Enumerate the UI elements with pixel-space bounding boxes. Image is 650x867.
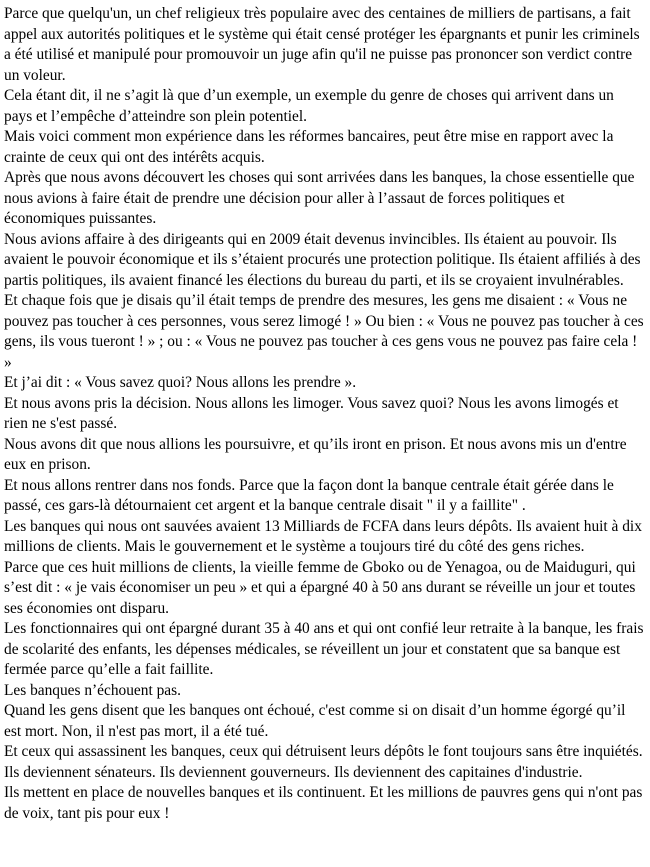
paragraph: Parce que ces huit millions de clients, la vieille femme de Gboko ou de Yenagoa, ou de Maiduguri, qui s’est dit : « je vais économiser un peu » et qui a épargné 40 à 50 ans durant se réveille un jour et toutes ses économies ont disparu.	[4, 558, 636, 617]
paragraph: Nous avons dit que nous allions les poursuivre, et qu’ils iront en prison. Et nous avons mis un d'entre eux en prison.	[4, 435, 627, 473]
paragraph: Quand les gens disent que les banques ont échoué, c'est comme si on disait d’un homme égorgé qu’il est mort. Non, il n'est pas mort, il a été tué.	[4, 702, 626, 740]
paragraph: Et ceux qui assassinent les banques, ceux qui détruisent leurs dépôts le font toujours sans être inquiétés. Ils deviennent sénateurs. Ils deviennent gouverneurs. Ils deviennent des capitaines d'industrie.	[4, 743, 643, 781]
paragraph: Les banques n’échouent pas.	[4, 681, 181, 699]
paragraph: Et chaque fois que je disais qu’il était temps de prendre des mesures, les gens me disaient : « Vous ne pouvez pas toucher à ces personnes, vous serez limogé ! » Ou bien : « Vous ne pouvez pas toucher à ces gens, ils vous tueront ! » ; ou : « Vous ne pouvez pas toucher à ces gens vous ne pouvez pas faire cela ! »	[4, 292, 644, 371]
paragraph: Après que nous avons découvert les choses qui sont arrivées dans les banques, la chose essentielle que nous avions à faire était de prendre une décision pour aller à l’assaut de forces politiques et économiques puissantes.	[4, 169, 635, 227]
paragraph: Les fonctionnaires qui ont épargné durant 35 à 40 ans et qui ont confié leur retraite à la banque, les frais de scolarité des enfants, les dépenses médicales, se réveillent un jour et constatent que sa banque est fermée parce qu’elle a fait faillite.	[4, 620, 644, 678]
paragraph: Cela étant dit, il ne s’agit là que d’un exemple, un exemple du genre de choses qui arrivent dans un pays et l’empêche d’atteindre son plein potentiel.	[4, 87, 614, 125]
paragraph: Ils mettent en place de nouvelles banques et ils continuent. Et les millions de pauvres gens qui n'ont pas de voix, tant pis pour eux !	[4, 784, 643, 822]
paragraph: Et j’ai dit : « Vous savez quoi? Nous allons les prendre ».	[4, 374, 357, 391]
paragraph: Et nous avons pris la décision. Nous allons les limoger. Vous savez quoi? Nous les avons limogés et rien ne s'est passé.	[4, 394, 619, 432]
paragraph: Nous avions affaire à des dirigeants qui en 2009 était devenus invincibles. Ils étaient au pouvoir. Ils avaient le pouvoir économique et ils s’étaient procurés une protection politique. Ils étaient affiliés à des partis politiques, ils avaient financé les élections du bureau du parti, et ils se croyaient invulnérables.	[4, 230, 641, 289]
paragraph: Les banques qui nous ont sauvées avaient 13 Milliards de FCFA dans leurs dépôts. Ils avaient huit à dix millions de clients. Mais le gouvernement et le système a toujours tiré du côté des gens riches.	[4, 517, 642, 555]
paragraph: Mais voici comment mon expérience dans les réformes bancaires, peut être mise en rapport avec la crainte de ceux qui ont des intérêts acquis.	[4, 128, 614, 166]
paragraph: Et nous allons rentrer dans nos fonds. Parce que la façon dont la banque centrale était gérée dans le passé, ces gars-là détournaient cet argent et la banque centrale disait " il y a faillite" .	[4, 476, 614, 514]
paragraph: Parce que quelqu'un, un chef religieux très populaire avec des centaines de milliers de partisans, a fait appel aux autorités politiques et le système qui était censé protéger les épargnants et punir les criminels a été utilisé et manipulé pour promouvoir un juge afin qu'il ne puisse pas prononcer son verdict contre un voleur.	[4, 5, 640, 84]
